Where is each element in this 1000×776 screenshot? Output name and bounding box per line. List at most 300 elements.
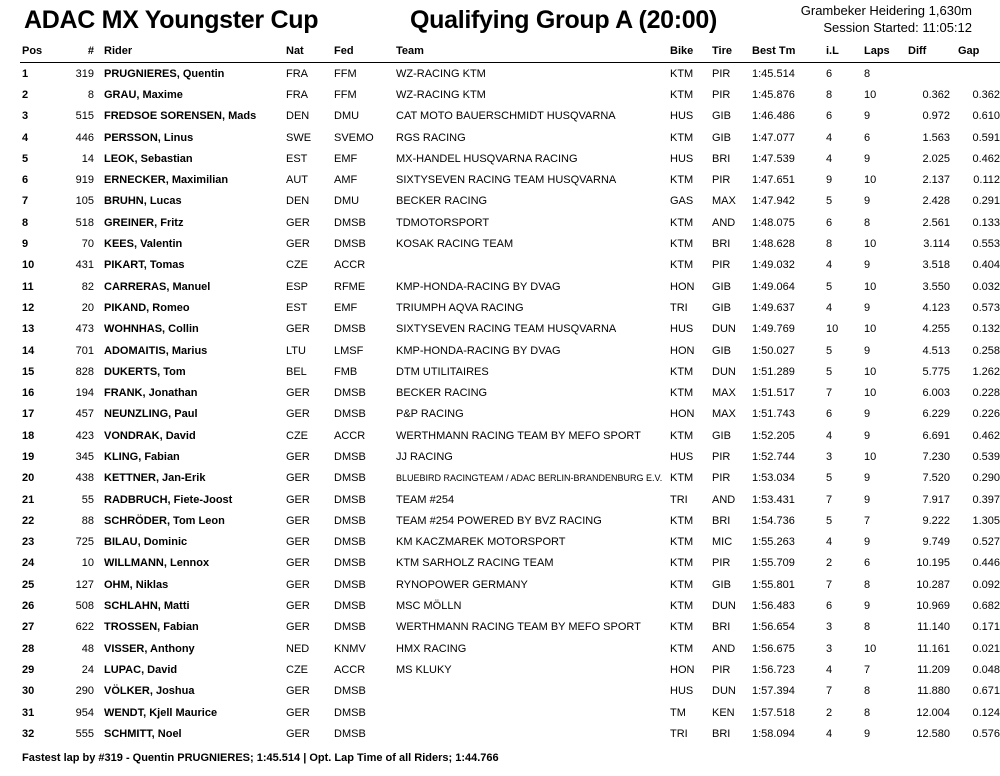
table-row (20, 63, 1000, 85)
table-row (20, 340, 1000, 361)
bike-cell: HUS (670, 110, 694, 123)
diff-cell: 10.969 (916, 600, 950, 613)
best-lap-index-cell: 6 (826, 408, 833, 421)
diff-cell: 11.140 (917, 621, 950, 634)
federation-cell: DMSB (334, 600, 366, 613)
gap-cell: 0.171 (972, 621, 1000, 634)
diff-cell: 12.004 (916, 706, 950, 719)
nationality-cell: GER (286, 685, 310, 698)
nationality-cell: GER (286, 216, 310, 229)
bike-cell: KTM (670, 429, 694, 442)
rider-name-cell: ERNECKER, Maximilian (104, 174, 229, 187)
gap-cell: 0.446 (972, 557, 1000, 570)
bike-cell: KTM (670, 238, 694, 251)
nationality-cell: CZE (286, 259, 308, 272)
federation-cell: RFME (334, 280, 366, 293)
gap-cell: 0.397 (972, 493, 1000, 506)
table-row (20, 425, 1000, 446)
best-lap-index-cell: 9 (826, 174, 833, 187)
best-lap-index-cell: 6 (826, 600, 833, 613)
bike-cell: KTM (670, 536, 694, 549)
gap-cell: 0.021 (972, 642, 1000, 655)
rider-name-cell: NEUNZLING, Paul (104, 408, 198, 421)
rider-number-cell: 919 (75, 174, 94, 187)
laps-cell: 9 (864, 152, 871, 165)
rider-number-cell: 55 (81, 493, 94, 506)
nationality-cell: AUT (286, 174, 308, 187)
bike-cell: HUS (670, 152, 694, 165)
best-lap-index-cell: 7 (826, 387, 833, 400)
best-lap-index-cell: 10 (826, 323, 839, 336)
position-cell: 19 (22, 450, 35, 463)
diff-cell: 11.209 (917, 663, 950, 676)
federation-cell: DMSB (334, 706, 366, 719)
rider-number-cell: 515 (75, 110, 94, 123)
rider-name-cell: VÖLKER, Joshua (104, 685, 195, 698)
federation-cell: LMSF (334, 344, 364, 357)
best-time-cell: 1:45.514 (752, 67, 795, 80)
gap-cell: 0.576 (972, 727, 1000, 740)
team-cell: KMP-HONDA-RACING BY DVAG (396, 344, 561, 357)
session-title: Qualifying Group A (20:00) (410, 6, 718, 34)
best-time-cell: 1:45.876 (752, 88, 795, 101)
team-cell: WERTHMANN RACING TEAM BY MEFO SPORT (396, 429, 641, 442)
position-cell: 12 (22, 301, 35, 314)
rider-number-cell: 701 (75, 344, 94, 357)
position-cell: 23 (22, 536, 35, 549)
laps-cell: 9 (864, 344, 871, 357)
position-cell: 18 (22, 429, 35, 442)
laps-cell: 9 (864, 600, 871, 613)
gap-cell: 0.124 (972, 706, 1000, 719)
column-header: # (62, 40, 102, 63)
diff-cell: 7.917 (922, 493, 950, 506)
table-row (20, 404, 1000, 425)
best-lap-index-cell: 7 (826, 493, 833, 506)
team-cell: RGS RACING (396, 131, 466, 144)
diff-cell: 11.880 (917, 685, 950, 698)
rider-number-cell: 431 (75, 259, 94, 272)
nationality-cell: CZE (286, 429, 308, 442)
rider-number-cell: 518 (75, 216, 94, 229)
laps-cell: 9 (864, 727, 871, 740)
table-row (20, 553, 1000, 574)
best-lap-index-cell: 4 (826, 131, 833, 144)
best-lap-index-cell: 4 (826, 429, 833, 442)
table-row (20, 297, 1000, 318)
tire-cell: KEN (712, 706, 735, 719)
table-row (20, 446, 1000, 467)
best-time-cell: 1:48.628 (752, 238, 795, 251)
team-cell: TEAM #254 (396, 493, 455, 506)
table-row (20, 489, 1000, 510)
best-time-cell: 1:51.743 (752, 408, 795, 421)
rider-number-cell: 508 (75, 600, 94, 613)
diff-cell: 4.513 (922, 344, 950, 357)
nationality-cell: GER (286, 578, 310, 591)
column-header: Diff (906, 40, 956, 63)
tire-cell: GIB (712, 429, 731, 442)
laps-cell: 8 (864, 621, 871, 634)
tire-cell: AND (712, 493, 736, 506)
rider-name-cell: OHM, Niklas (104, 578, 169, 591)
nationality-cell: GER (286, 621, 310, 634)
best-lap-index-cell: 6 (826, 67, 833, 80)
table-row (20, 127, 1000, 148)
gap-cell: 0.462 (972, 429, 1000, 442)
nationality-cell: GER (286, 238, 310, 251)
tire-cell: MIC (712, 536, 733, 549)
nationality-cell: ESP (286, 280, 309, 293)
position-cell: 29 (22, 663, 35, 676)
federation-cell: ACCR (334, 259, 366, 272)
team-cell: BECKER RACING (396, 195, 488, 208)
team-cell: KTM SARHOLZ RACING TEAM (396, 557, 554, 570)
bike-cell: HUS (670, 323, 694, 336)
team-cell (394, 681, 668, 702)
table-header-row (20, 40, 1000, 63)
table-row (20, 638, 1000, 659)
best-time-cell: 1:51.289 (752, 365, 795, 378)
laps-cell: 10 (864, 365, 877, 378)
position-cell: 2 (22, 88, 29, 101)
laps-cell: 9 (864, 110, 871, 123)
tire-cell: DUN (712, 600, 736, 613)
nationality-cell: GER (286, 557, 310, 570)
tire-cell: MAX (712, 195, 736, 208)
federation-cell: EMF (334, 301, 358, 314)
nationality-cell: GER (286, 727, 310, 740)
position-cell: 4 (22, 131, 29, 144)
nationality-cell: DEN (286, 195, 310, 208)
nationality-cell: FRA (286, 67, 308, 80)
federation-cell: DMSB (334, 323, 366, 336)
laps-cell: 9 (864, 536, 871, 549)
bike-cell: KTM (670, 216, 694, 229)
laps-cell: 10 (864, 450, 877, 463)
laps-cell: 9 (864, 472, 871, 485)
team-cell: WZ-RACING KTM (396, 88, 486, 101)
laps-cell: 8 (864, 67, 871, 80)
position-cell: 25 (22, 578, 35, 591)
laps-cell: 8 (864, 706, 871, 719)
bike-cell: TM (670, 706, 686, 719)
column-header: Bike (668, 40, 710, 63)
gap-cell (956, 63, 1000, 85)
tire-cell: BRI (712, 727, 731, 740)
laps-cell: 8 (864, 578, 871, 591)
best-time-cell: 1:57.394 (752, 685, 795, 698)
bike-cell: HON (670, 344, 695, 357)
nationality-cell: GER (286, 536, 310, 549)
rider-name-cell: PIKART, Tomas (104, 259, 185, 272)
laps-cell: 10 (864, 174, 877, 187)
laps-cell: 6 (864, 557, 871, 570)
table-row (20, 532, 1000, 553)
bike-cell: KTM (670, 621, 694, 634)
federation-cell: DMSB (334, 493, 366, 506)
gap-cell: 0.462 (972, 152, 1000, 165)
best-lap-index-cell: 5 (826, 195, 833, 208)
column-header: Laps (862, 40, 906, 63)
tire-cell: DUN (712, 365, 736, 378)
rider-name-cell: DUKERTS, Tom (104, 365, 186, 378)
laps-cell: 10 (864, 280, 877, 293)
nationality-cell: GER (286, 472, 310, 485)
best-time-cell: 1:49.637 (752, 301, 795, 314)
gap-cell: 0.404 (972, 259, 1000, 272)
best-time-cell: 1:47.077 (752, 131, 795, 144)
position-cell: 8 (22, 216, 29, 229)
table-row (20, 617, 1000, 638)
rider-name-cell: WILLMANN, Lennox (104, 557, 210, 570)
rider-name-cell: FREDSOE SORENSEN, Mads (104, 110, 257, 123)
rider-number-cell: 8 (87, 88, 94, 101)
nationality-cell: EST (286, 301, 308, 314)
bike-cell: KTM (670, 472, 694, 485)
team-cell (394, 255, 668, 276)
team-cell: TEAM #254 POWERED BY BVZ RACING (396, 514, 602, 527)
tire-cell: DUN (712, 685, 736, 698)
best-time-cell: 1:56.483 (752, 600, 795, 613)
column-header: Tire (710, 40, 750, 63)
column-header: i.L (824, 40, 862, 63)
team-cell: CAT MOTO BAUERSCHMIDT HUSQVARNA (396, 110, 616, 123)
laps-cell: 8 (864, 685, 871, 698)
table-row (20, 233, 1000, 254)
nationality-cell: GER (286, 450, 310, 463)
bike-cell: KTM (670, 88, 694, 101)
rider-name-cell: WENDT, Kjell Maurice (104, 706, 218, 719)
rider-number-cell: 954 (75, 706, 94, 719)
federation-cell: ACCR (334, 429, 366, 442)
bike-cell: HUS (670, 685, 694, 698)
table-row (20, 106, 1000, 127)
diff-cell: 3.114 (923, 238, 950, 251)
nationality-cell: GER (286, 600, 310, 613)
federation-cell: DMSB (334, 578, 366, 591)
team-cell: DTM UTILITAIRES (396, 365, 489, 378)
table-row (20, 659, 1000, 680)
rider-name-cell: BRUHN, Lucas (104, 195, 182, 208)
tire-cell: BRI (712, 621, 731, 634)
rider-name-cell: GREINER, Fritz (104, 216, 184, 229)
column-header: Gap (956, 40, 1000, 63)
federation-cell: SVEMO (334, 131, 374, 144)
position-cell: 31 (22, 706, 35, 719)
best-lap-index-cell: 5 (826, 514, 833, 527)
team-cell: SIXTYSEVEN RACING TEAM HUSQVARNA (396, 174, 617, 187)
bike-cell: GAS (670, 195, 694, 208)
bike-cell: HON (670, 663, 695, 676)
diff-cell: 4.123 (922, 301, 950, 314)
laps-cell: 10 (864, 323, 877, 336)
nationality-cell: GER (286, 493, 310, 506)
tire-cell: PIR (712, 259, 731, 272)
rider-name-cell: VONDRAK, David (104, 429, 196, 442)
tire-cell: GIB (712, 280, 731, 293)
rider-name-cell: PIKAND, Romeo (104, 301, 190, 314)
gap-cell: 0.290 (972, 472, 1000, 485)
gap-cell: 0.092 (972, 578, 1000, 591)
federation-cell: EMF (334, 152, 358, 165)
best-lap-index-cell: 7 (826, 578, 833, 591)
rider-number-cell: 290 (75, 685, 94, 698)
federation-cell: DMSB (334, 621, 366, 634)
laps-cell: 6 (864, 131, 871, 144)
rider-number-cell: 438 (75, 472, 94, 485)
position-cell: 22 (22, 514, 35, 527)
best-lap-index-cell: 2 (826, 557, 833, 570)
series-title: ADAC MX Youngster Cup (24, 6, 319, 34)
diff-cell: 1.563 (922, 131, 950, 144)
rider-name-cell: GRAU, Maxime (104, 88, 183, 101)
team-cell: MSC MÖLLN (396, 600, 462, 613)
diff-cell: 9.222 (922, 514, 950, 527)
tire-cell: MAX (712, 408, 736, 421)
position-cell: 24 (22, 557, 35, 570)
gap-cell: 0.258 (972, 344, 1000, 357)
federation-cell: DMSB (334, 387, 366, 400)
laps-cell: 10 (864, 88, 877, 101)
rider-number-cell: 473 (75, 323, 94, 336)
gap-cell: 0.362 (972, 88, 1000, 101)
best-time-cell: 1:47.651 (752, 174, 795, 187)
best-time-cell: 1:55.801 (752, 578, 795, 591)
rider-number-cell: 622 (75, 621, 94, 634)
gap-cell: 0.682 (972, 600, 1000, 613)
rider-number-cell: 48 (81, 642, 94, 655)
tire-cell: PIR (712, 67, 731, 80)
nationality-cell: CZE (286, 663, 308, 676)
laps-cell: 9 (864, 408, 871, 421)
table-row (20, 319, 1000, 340)
table-row (20, 468, 1000, 489)
federation-cell: DMU (334, 110, 360, 123)
best-time-cell: 1:47.539 (752, 152, 795, 165)
bike-cell: TRI (670, 727, 688, 740)
federation-cell: KNMV (334, 642, 366, 655)
team-cell: P&P RACING (396, 408, 464, 421)
rider-number-cell: 194 (75, 387, 94, 400)
rider-name-cell: CARRERAS, Manuel (104, 280, 211, 293)
gap-cell: 0.132 (972, 323, 1000, 336)
diff-cell: 7.520 (922, 472, 950, 485)
gap-cell: 0.610 (972, 110, 1000, 123)
tire-cell: PIR (712, 450, 731, 463)
nationality-cell: GER (286, 514, 310, 527)
rider-number-cell: 14 (81, 152, 94, 165)
diff-cell: 3.550 (922, 280, 950, 293)
team-cell: WZ-RACING KTM (396, 67, 486, 80)
session-started: Session Started: 11:05:12 (823, 20, 972, 35)
position-cell: 10 (22, 259, 35, 272)
table-row (20, 212, 1000, 233)
best-lap-index-cell: 4 (826, 536, 833, 549)
position-cell: 21 (22, 493, 35, 506)
federation-cell: DMU (334, 195, 360, 208)
laps-cell: 10 (864, 238, 877, 251)
tire-cell: DUN (712, 323, 736, 336)
nationality-cell: GER (286, 706, 310, 719)
rider-number-cell: 127 (75, 578, 94, 591)
table-row (20, 361, 1000, 382)
diff-cell: 2.025 (922, 152, 950, 165)
rider-number-cell: 88 (81, 514, 94, 527)
diff-cell: 2.428 (922, 195, 950, 208)
federation-cell: DMSB (334, 472, 366, 485)
bike-cell: KTM (670, 578, 694, 591)
federation-cell: DMSB (334, 216, 366, 229)
diff-cell: 10.195 (916, 557, 950, 570)
rider-number-cell: 423 (75, 429, 94, 442)
rider-number-cell: 24 (81, 663, 94, 676)
rider-name-cell: LUPAC, David (104, 663, 178, 676)
best-time-cell: 1:53.431 (752, 493, 795, 506)
rider-name-cell: SCHRÖDER, Tom Leon (104, 514, 225, 527)
rider-name-cell: PERSSON, Linus (104, 131, 194, 144)
position-cell: 3 (22, 110, 29, 123)
rider-number-cell: 725 (75, 536, 94, 549)
best-time-cell: 1:53.034 (752, 472, 795, 485)
venue-name: Grambeker Heidering 1,630m (800, 3, 972, 18)
tire-cell: GIB (712, 131, 731, 144)
table-row (20, 382, 1000, 403)
best-lap-index-cell: 4 (826, 301, 833, 314)
venue-info (801, 2, 972, 36)
fastest-lap-note: Fastest lap by #319 - Quentin PRUGNIERES; 1:45.514 | Opt. Lap Time of all Riders; 1:44.766 (22, 752, 499, 764)
team-cell: SIXTYSEVEN RACING TEAM HUSQVARNA (396, 323, 617, 336)
table-row (20, 723, 1000, 744)
tire-cell: MAX (712, 387, 736, 400)
position-cell: 1 (22, 67, 29, 80)
position-cell: 30 (22, 685, 35, 698)
rider-name-cell: SCHLAHN, Matti (104, 600, 190, 613)
tire-cell: PIR (712, 663, 731, 676)
rider-name-cell: ADOMAITIS, Marius (104, 344, 208, 357)
position-cell: 27 (22, 621, 35, 634)
gap-cell: 0.539 (972, 450, 1000, 463)
team-cell: RYNOPOWER GERMANY (396, 578, 528, 591)
gap-cell: 0.527 (972, 536, 1000, 549)
best-lap-index-cell: 4 (826, 259, 833, 272)
tire-cell: GIB (712, 344, 731, 357)
bike-cell: HON (670, 408, 695, 421)
diff-cell: 6.691 (922, 429, 950, 442)
results-body (20, 63, 1000, 745)
position-cell: 11 (22, 280, 34, 293)
laps-cell: 8 (864, 216, 871, 229)
gap-cell: 0.671 (972, 685, 1000, 698)
nationality-cell: EST (286, 152, 308, 165)
diff-cell: 9.749 (922, 536, 950, 549)
bike-cell: KTM (670, 642, 694, 655)
best-lap-index-cell: 6 (826, 110, 833, 123)
diff-cell: 2.561 (922, 216, 950, 229)
federation-cell: DMSB (334, 685, 366, 698)
position-cell: 14 (22, 344, 35, 357)
diff-cell: 6.229 (922, 408, 950, 421)
federation-cell: FMB (334, 365, 358, 378)
table-row (20, 148, 1000, 169)
rider-name-cell: VISSER, Anthony (104, 642, 195, 655)
position-cell: 9 (22, 238, 29, 251)
bike-cell: KTM (670, 387, 694, 400)
gap-cell: 0.591 (972, 131, 1000, 144)
federation-cell: DMSB (334, 536, 366, 549)
nationality-cell: SWE (286, 131, 312, 144)
bike-cell: HON (670, 280, 695, 293)
